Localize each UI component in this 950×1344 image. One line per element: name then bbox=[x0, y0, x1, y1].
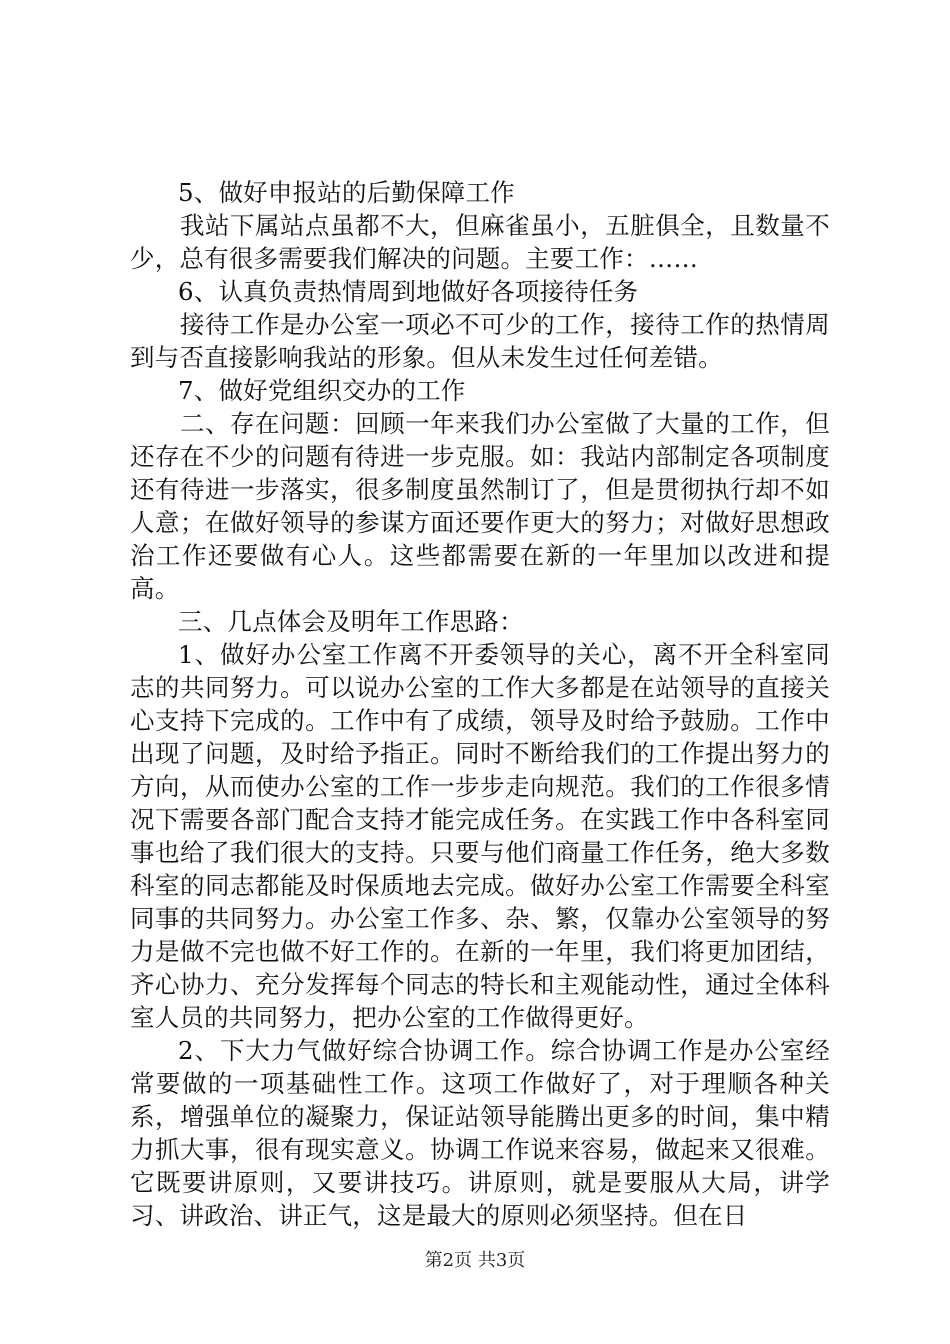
section-heading: 6、认真负责热情周到地做好各项接待任务 bbox=[178, 277, 639, 306]
section-heading: 三、几点体会及明年工作思路： bbox=[178, 607, 524, 636]
body-paragraph: 接待工作是办公室一项必不可少的工作，接待工作的热情周到与否直接影响我站的形象。但从未发生过任何差错。 bbox=[130, 310, 830, 372]
document-body bbox=[130, 176, 830, 1232]
page-number-footer: 第2页 共3页 bbox=[424, 1250, 526, 1271]
body-paragraph: 1、做好办公室工作离不开委领导的关心，离不开全科室同志的共同努力。可以说办公室的工作大多都是在站领导的直接关心支持下完成的。工作中有了成绩，领导及时给予鼓励。工作中出现了问题，及时给予指正。同时不断给我们的工作提出努力的方向，从而使办公室的工作一步步走向规范。我们的工作很多情况下需要各部门配合支持才能完成任务。在实践工作中各科室同事也给了我们很大的支持。只要与他们商量工作任务，绝大多数科室的同志都能及时保质地去完成。做好办公室工作需要全科室同事的共同努力。办公室工作多、杂、繁，仅靠办公室领导的努力是做不完也做不好工作的。在新的一年里，我们将更加团结，齐心协力、充分发挥每个同志的特长和主观能动性，通过全体科室人员的共同努力，把办公室的工作做得更好。 bbox=[130, 640, 830, 1032]
section-heading: 5、做好申报站的后勤保障工作 bbox=[178, 178, 515, 207]
body-paragraph: 2、下大力气做好综合协调工作。综合协调工作是办公室经常要做的一项基础性工作。这项工作做好了，对于理顺各种关系，增强单位的凝聚力，保证站领导能腾出更多的时间，集中精力抓大事，很有现实意义。协调工作说来容易，做起来又很难。它既要讲原则，又要讲技巧。讲原则，就是要服从大局，讲学习、讲政治、讲正气，这是最大的原则必须坚持。但在日 bbox=[130, 1036, 830, 1230]
section-heading: 7、做好党组织交办的工作 bbox=[178, 376, 466, 405]
body-paragraph: 我站下属站点虽都不大，但麻雀虽小，五脏俱全，且数量不少，总有很多需要我们解决的问题。主要工作：…… bbox=[130, 211, 830, 273]
body-paragraph: 二、存在问题：回顾一年来我们办公室做了大量的工作，但还存在不少的问题有待进一步克服。如：我站内部制定各项制度还有待进一步落实，很多制度虽然制订了，但是贯彻执行却不如人意；在做好领导的参谋方面还要作更大的努力；对做好思想政治工作还要做有心人。这些都需要在新的一年里加以改进和提高。 bbox=[130, 409, 830, 603]
